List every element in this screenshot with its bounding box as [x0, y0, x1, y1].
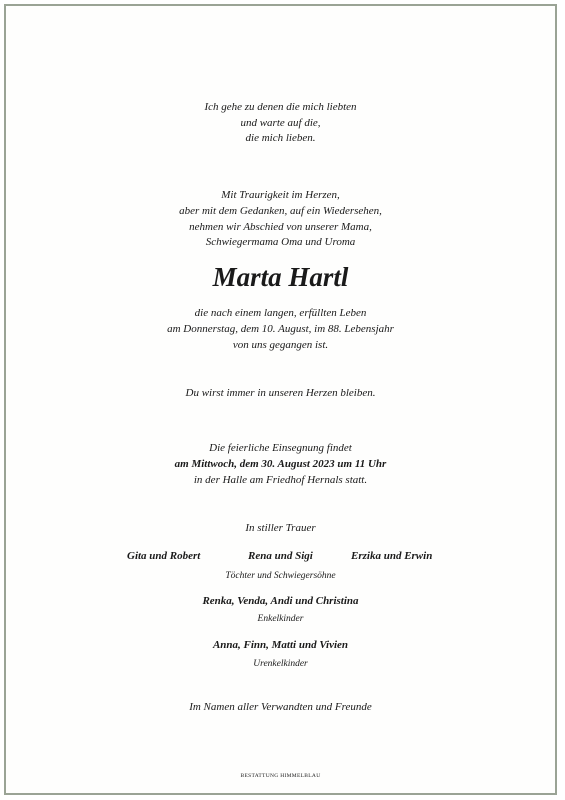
- death-notice-line-3: von uns gegangen ist.: [232, 339, 329, 351]
- grandchildren-label: Enkelkinder: [257, 614, 304, 624]
- intro-line-1: Mit Traurigkeit im Herzen,: [221, 189, 340, 201]
- intro-line-4: Schwiegermama Oma und Uroma: [205, 236, 356, 248]
- mourning-intro: In stiller Trauer: [245, 522, 316, 534]
- children-family-3: Erzika und Erwin: [351, 550, 433, 562]
- remembrance-line: Du wirst immer in unseren Herzen bleiben.: [185, 387, 376, 399]
- funeral-home-footer: BESTATTUNG HIMMELBLAU: [240, 773, 321, 779]
- deceased-name: Marta Hartl: [212, 262, 349, 292]
- ceremony-place: in der Halle am Friedhof Hernals statt.: [193, 474, 368, 486]
- children-family-1: Gita und Robert: [127, 550, 201, 562]
- motto-line-2: und warte auf die,: [240, 117, 321, 129]
- death-notice-line-1: die nach einem langen, erfüllten Leben: [194, 307, 367, 319]
- children-label: Töchter und Schwiegersöhne: [225, 571, 336, 581]
- great-grandchildren-label: Urenkelkinder: [253, 659, 308, 669]
- children-family-2: Rena und Sigi: [248, 550, 313, 562]
- ceremony-intro: Die feierliche Einsegnung findet: [209, 442, 352, 454]
- obituary-card: [4, 4, 557, 795]
- closing-line: Im Namen aller Verwandten und Freunde: [189, 701, 372, 713]
- great-grandchildren-names: Anna, Finn, Matti und Vivien: [212, 639, 349, 651]
- grandchildren-names: Renka, Venda, Andi und Christina: [202, 595, 359, 607]
- death-notice-line-2: am Donnerstag, dem 10. August, im 88. Lebensjahr: [167, 323, 394, 335]
- motto-line-1: Ich gehe zu denen die mich liebten: [204, 101, 357, 113]
- intro-line-2: aber mit dem Gedanken, auf ein Wiedersehen,: [179, 205, 382, 217]
- motto-line-3: die mich lieben.: [245, 132, 316, 144]
- intro-line-3: nehmen wir Abschied von unserer Mama,: [189, 221, 372, 233]
- ceremony-date: am Mittwoch, dem 30. August 2023 um 11 Uhr: [174, 458, 387, 470]
